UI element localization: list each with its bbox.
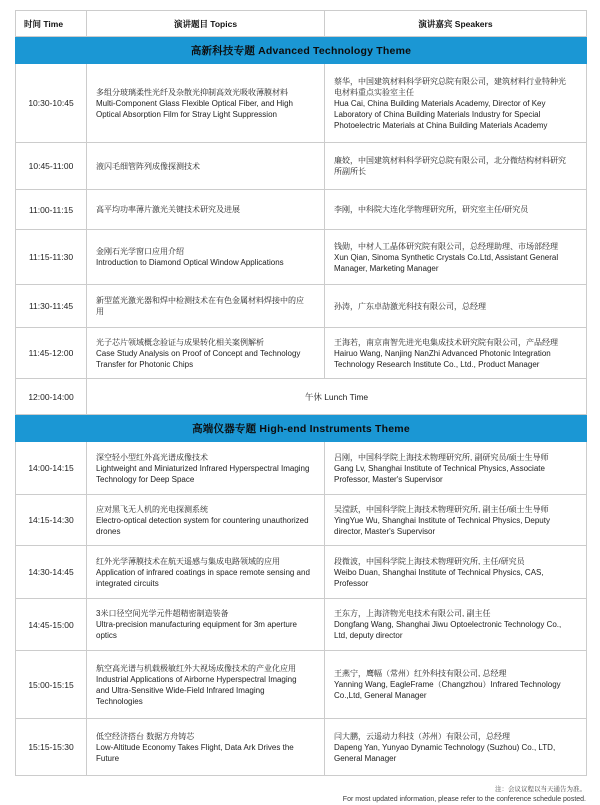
- lunch-row: [16, 379, 587, 415]
- topic-text-en: Industrial Applications of Airborne Hyperspectral Imaging and Ultra-Sensitive Wide-Field Infrared Imaging Technologies: [96, 674, 297, 706]
- speaker-cell: [325, 190, 587, 230]
- topic-text-cn: 新型蓝光激光器和焊中检测技术在有色金属材料焊接中的应用: [96, 296, 304, 316]
- topic-cell: [87, 230, 325, 285]
- speaker-text-en: Yanning Wang, EagleFrame（Changzhou）Infrared Technology Co.,Ltd, General Manager: [334, 680, 561, 700]
- footnote: [15, 785, 586, 805]
- time-cell: 11:00-11:15: [16, 190, 87, 230]
- topic-cell: [87, 64, 325, 143]
- topic-text-cn: 红外光学薄膜技术在航天遥感与集成电路领域的应用: [96, 556, 280, 566]
- topic-text-en: Electro-optical detection system for countering unauthorized drones: [96, 515, 309, 536]
- topic-cell: [87, 328, 325, 379]
- topic-text-cn: 深空轻小型红外高光谱成像技术: [96, 452, 208, 462]
- col-header-speakers: 演讲嘉宾 Speakers: [325, 11, 587, 37]
- schedule-row: [16, 190, 587, 230]
- speaker-text-en: Dapeng Yan, Yunyao Dynamic Technology (Suzhou) Co., LTD, General Manager: [334, 742, 556, 763]
- speaker-cell: [325, 143, 587, 190]
- topic-text-cn: 高平均功率薄片激光关键技术研究及进展: [96, 205, 240, 214]
- schedule-row: [16, 442, 587, 495]
- topic-text-cn: 多组分玻璃柔性光纤及杂散光抑制高效光吸收薄膜材料: [96, 87, 288, 97]
- speaker-text-cn: 闫大鹏，云遥动力科技（苏州）有限公司，总经理: [334, 731, 510, 741]
- topic-cell: [87, 190, 325, 230]
- col-header-time: 时间 Time: [16, 11, 87, 37]
- time-cell: 10:30-10:45: [16, 64, 87, 143]
- speaker-text-cn: 钱勋，中材人工晶体研究院有限公司，总经理助理、市场部经理: [334, 241, 558, 251]
- speaker-text-cn: 吴滢跃，中国科学院上海技术物理研究所, 副主任/硕士生导师: [334, 504, 549, 514]
- speaker-text-cn: 段微波，中国科学院上海技术物理研究所, 主任/研究员: [334, 556, 525, 566]
- speaker-text-cn: 吕刚，中国科学院上海技术物理研究所, 副研究员/硕士生导师: [334, 452, 549, 462]
- topic-text-en: Ultra-precision manufacturing equipment for 3m aperture optics: [96, 620, 297, 640]
- time-cell: 15:15-15:30: [16, 719, 87, 776]
- topic-text-cn: 应对黑飞无人机的光电探测系统: [96, 504, 208, 514]
- topic-text-en: Application of infrared coatings in space remote sensing and integrated circuits: [96, 567, 310, 588]
- speaker-text-en: Hua Cai, China Building Materials Academy, Director of Key Laboratory of China Building Materials Industry for Special Photoelectric Materials at China Building Materials Academy: [334, 98, 548, 130]
- schedule-row: [16, 328, 587, 379]
- speaker-cell: [325, 719, 587, 776]
- speaker-text-cn: 王海若，南京南智先进光电集成技术研究院有限公司，产品经理: [334, 337, 558, 347]
- speaker-text-en: YingYue Wu, Shanghai Institute of Technical Physics, Deputy director, Master's Supervisor: [334, 515, 550, 536]
- time-cell: 11:15-11:30: [16, 230, 87, 285]
- speaker-cell: [325, 230, 587, 285]
- speaker-text-en: Gang Lv, Shanghai Institute of Technical Physics, Associate Professor, Master's Supervisor: [334, 463, 545, 484]
- topic-cell: [87, 285, 325, 328]
- time-cell: 10:45-11:00: [16, 143, 87, 190]
- time-cell: 12:00-14:00: [16, 379, 87, 415]
- lunch-label: 午休 Lunch Time: [87, 379, 587, 415]
- schedule-row: [16, 651, 587, 719]
- speaker-cell: [325, 651, 587, 719]
- topic-cell: [87, 143, 325, 190]
- schedule-row: [16, 599, 587, 651]
- speaker-text-cn: 李刚，中科院大连化学物理研究所，研究室主任/研究员: [334, 205, 529, 214]
- topic-text-en: Low-Altitude Economy Takes Flight, Data Ark Drives the Future: [96, 742, 294, 763]
- speaker-cell: [325, 442, 587, 495]
- schedule-row: [16, 546, 587, 599]
- speaker-text-en: Hairuo Wang, Nanjing NanZhi Advanced Photonic Integration Technology Research Institute Co., Ltd., Product Manager: [334, 348, 551, 369]
- speaker-cell: [325, 64, 587, 143]
- time-cell: 15:00-15:15: [16, 651, 87, 719]
- section-banner-high-end-instruments: [16, 415, 587, 442]
- header-row: [16, 11, 587, 37]
- topic-text-cn: 3米口径空间光学元件超精密制造装备: [96, 609, 229, 618]
- topic-cell: [87, 599, 325, 651]
- schedule-row: [16, 64, 587, 143]
- topic-text-cn: 低空经济搭台 数据方舟铸芯: [96, 731, 195, 741]
- time-cell: 14:00-14:15: [16, 442, 87, 495]
- speaker-cell: [325, 599, 587, 651]
- time-cell: 14:45-15:00: [16, 599, 87, 651]
- topic-text-en: Case Study Analysis on Proof of Concept and Technology Transfer for Photonic Chips: [96, 348, 301, 369]
- schedule-row: [16, 230, 587, 285]
- topic-text-en: Introduction to Diamond Optical Window Applications: [96, 258, 284, 267]
- topic-cell: [87, 495, 325, 546]
- time-cell: 11:45-12:00: [16, 328, 87, 379]
- speaker-text-cn: 蔡华，中国建筑材料科学研究总院有限公司，建筑材料行业特种光电材料重点实验室主任: [334, 76, 566, 97]
- speaker-text-cn: 廉姣，中国建筑材料科学研究总院有限公司，北分微结构材料研究所副所长: [334, 156, 566, 176]
- topic-text-cn: 航空高光谱与机载极敏红外大视场成像技术的产业化应用: [96, 663, 296, 673]
- topic-text-cn: 液闪毛细管阵列成像探测技术: [96, 161, 200, 171]
- speaker-text-cn: 孙涛，广东卓劼激光科技有限公司，总经理: [334, 301, 486, 311]
- time-cell: 14:30-14:45: [16, 546, 87, 599]
- schedule-row: [16, 285, 587, 328]
- footnote-en: For most updated information, please refer to the conference schedule posted.: [342, 796, 586, 803]
- schedule-table: [15, 10, 587, 776]
- topic-cell: [87, 651, 325, 719]
- topic-cell: [87, 442, 325, 495]
- time-cell: 14:15-14:30: [16, 495, 87, 546]
- topic-text-en: Lightweight and Miniaturized Infrared Hyperspectral Imaging Technology for Deep Space: [96, 463, 310, 484]
- speaker-text-en: Weibo Duan, Shanghai Institute of Technical Physics, CAS, Professor: [334, 567, 544, 588]
- section-title: 高端仪器专题 High-end Instruments Theme: [16, 415, 587, 442]
- speaker-text-cn: 王燕宁，鹰幅（常州）红外科技有限公司, 总经理: [334, 669, 507, 678]
- section-title: 高新科技专题 Advanced Technology Theme: [16, 37, 587, 64]
- topic-text-en: Multi-Component Glass Flexible Optical Fiber, and High Optical Absorption Film for Stray Light Suppression: [96, 98, 293, 119]
- topic-cell: [87, 546, 325, 599]
- schedule-row: [16, 495, 587, 546]
- speaker-cell: [325, 328, 587, 379]
- section-banner-advanced-technology: [16, 37, 587, 64]
- time-cell: 11:30-11:45: [16, 285, 87, 328]
- speaker-cell: [325, 495, 587, 546]
- footnote-cn: 注：会议议程以当天通告为准。: [495, 786, 586, 793]
- speaker-text-en: Xun Qian, Sinoma Synthetic Crystals Co.Ltd, Assistant General Manager, Marketing Manager: [334, 252, 559, 273]
- speaker-cell: [325, 285, 587, 328]
- topic-cell: [87, 719, 325, 776]
- topic-text-cn: 金刚石光学窗口应用介绍: [96, 247, 184, 256]
- speaker-text-en: Dongfang Wang, Shanghai Jiwu Optoelectronic Technology Co., Ltd, deputy director: [334, 620, 562, 640]
- schedule-row: [16, 143, 587, 190]
- col-header-topics: 演讲题目 Topics: [87, 11, 325, 37]
- speaker-text-cn: 王东方，上海济物光电技术有限公司, 副主任: [334, 609, 491, 618]
- topic-text-cn: 光子芯片领域概念验证与成果转化相关案例解析: [96, 337, 264, 347]
- schedule-row: [16, 719, 587, 776]
- speaker-cell: [325, 546, 587, 599]
